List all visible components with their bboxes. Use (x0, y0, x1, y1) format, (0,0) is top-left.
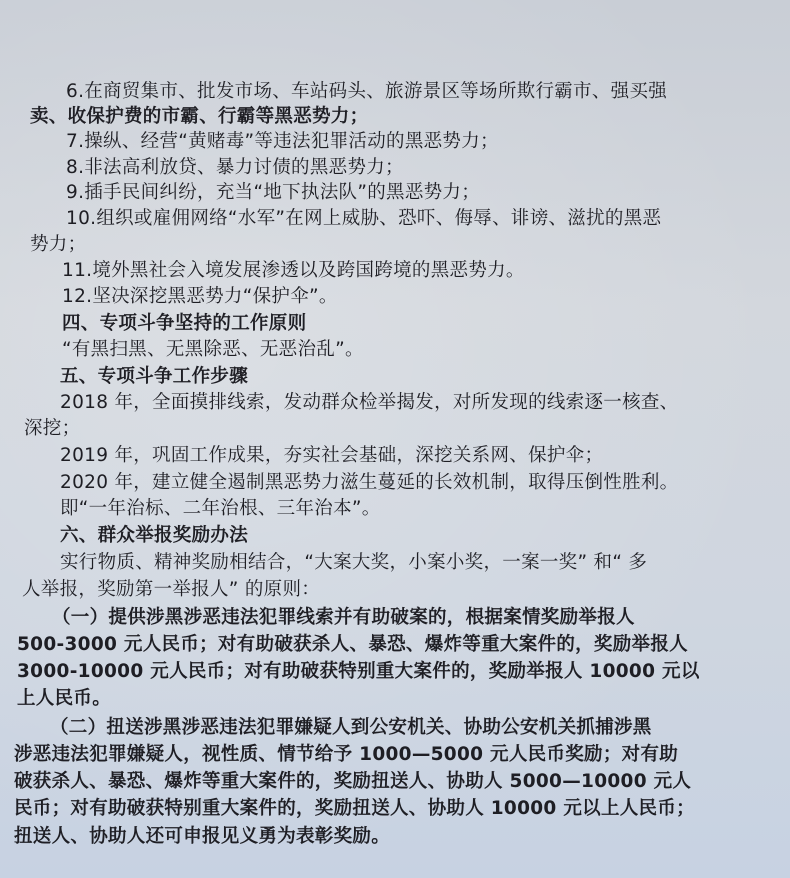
section-heading: 四、专项斗争坚持的工作原则 (62, 313, 307, 334)
text-line: 2018 年，全面摸排线索，发动群众检举揭发，对所发现的线索逐一核查、 (60, 392, 679, 413)
text-line: 人举报，奖励第一举报人” 的原则： (22, 579, 321, 600)
section-heading: 六、群众举报奖励办法 (60, 525, 249, 546)
section-heading: 五、专项斗争工作步骤 (60, 366, 249, 387)
text-line: 势力； (30, 234, 87, 255)
text-line: 卖、收保护费的市霸、行霸等黑恶势力； (30, 106, 369, 127)
text-line: 8.非法高利放贷、暴力讨债的黑恶势力； (66, 157, 404, 178)
text-line: （一）提供涉黑涉恶违法犯罪线索并有助破案的，根据案情奖励举报人 (52, 607, 635, 628)
text-line: 2019 年，巩固工作成果，夯实社会基础，深挖关系网、保护伞； (60, 445, 604, 466)
text-line: 即“一年治标、二年治根、三年治本”。 (60, 498, 381, 519)
text-line: 500-3000 元人民币；对有助破获杀人、暴恐、爆炸等重大案件的，奖励举报人 (17, 634, 688, 655)
text-line: 9.插手民间纠纷，充当“地下执法队”的黑恶势力； (66, 182, 481, 203)
text-line: 11.境外黑社会入境发展渗透以及跨国跨境的黑恶势力。 (62, 260, 525, 281)
text-line: 实行物质、精神奖励相结合，“大案大奖，小案小奖，一案一奖” 和“ 多 (60, 552, 648, 573)
text-line: 7.操纵、经营“黄赌毒”等违法犯罪活动的黑恶势力； (66, 131, 499, 152)
text-line: “有黑扫黑、无黑除恶、无恶治乱”。 (62, 339, 364, 360)
text-line: 破获杀人、暴恐、爆炸等重大案件的，奖励扭送人、协助人 5000—10000 元人 (14, 771, 692, 792)
text-line: 10.组织或雇佣网络“水军”在网上威胁、恐吓、侮辱、诽谤、滋扰的黑恶 (66, 208, 662, 229)
text-line: 12.坚决深挖黑恶势力“保护伞”。 (62, 286, 338, 307)
text-line: 上人民币。 (17, 688, 112, 709)
text-line: 涉恶违法犯罪嫌疑人，视性质、情节给予 1000—5000 元人民币奖励；对有助 (14, 744, 679, 765)
text-line: 民币；对有助破获特别重大案件的，奖励扭送人、协助人 10000 元以上人民币； (14, 798, 695, 819)
text-line: 2020 年，建立健全遏制黑恶势力滋生蔓延的长效机制，取得压倒性胜利。 (60, 472, 679, 493)
text-line: 扭送人、协助人还可申报见义勇为表彰奖励。 (14, 826, 391, 847)
text-line: （二）扭送涉黑涉恶违法犯罪嫌疑人到公安机关、协助公安机关抓捕涉黑 (50, 717, 652, 738)
text-line: 6.在商贸集市、批发市场、车站码头、旅游景区等场所欺行霸市、强买强 (66, 81, 668, 102)
text-line: 深挖； (24, 418, 81, 439)
text-line: 3000-10000 元人民币；对有助破获特别重大案件的，奖励举报人 10000 元以 (17, 661, 700, 682)
